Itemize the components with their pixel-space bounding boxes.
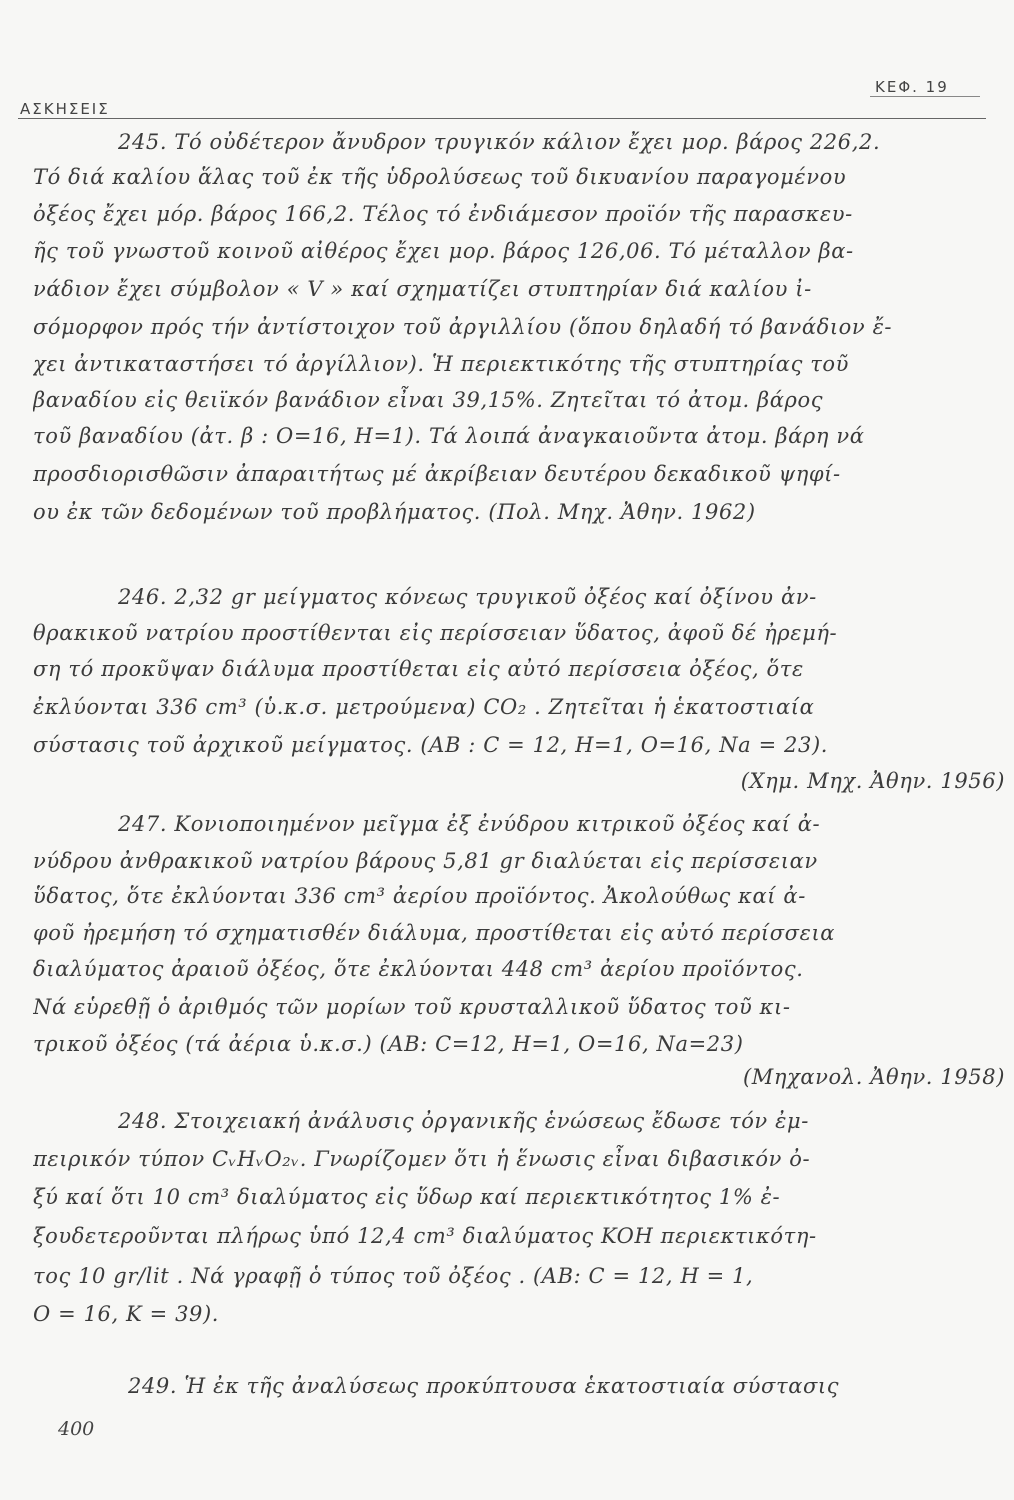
text-line: ἐκλύονται 336 cm³ (ὑ.κ.σ. μετρούμενα) CO₂ . Ζητεῖται ἡ ἑκατοστιαία bbox=[33, 695, 815, 719]
text-line: 246. 2,32 gr μείγματος κόνεως τρυγικοῦ ὀξέος καί ὀξίνου ἀν- bbox=[118, 585, 817, 609]
text-line: νύδρου ἀνθρακικοῦ νατρίου βάρους 5,81 gr διαλύεται εἰς περίσσειαν bbox=[33, 849, 818, 873]
text-line: 248. Στοιχειακή ἀνάλυσις ὀργανικῆς ἑνώσεως ἔδωσε τόν ἐμ- bbox=[118, 1109, 809, 1133]
text-line: τοῦ βαναδίου (ἀτ. β : O=16, H=1). Τά λοιπά ἀναγκαιοῦντα ἀτομ. βάρη νά bbox=[33, 424, 865, 448]
text-line: ξύ καί ὅτι 10 cm³ διαλύματος εἰς ὕδωρ καί περιεκτικότητος 1% ἐ- bbox=[33, 1185, 781, 1209]
text-line: νάδιον ἔχει σύμβολον « V » καί σχηματίζει στυπτηρίαν διά καλίου ἰ- bbox=[33, 277, 812, 301]
text-line: προσδιορισθῶσιν ἀπαραιτήτως μέ ἀκρίβειαν δευτέρου δεκαδικοῦ ψηφί- bbox=[33, 462, 841, 486]
text-line: 245. Τό οὐδέτερον ἄνυδρον τρυγικόν κάλιον ἔχει μορ. βάρος 226,2. bbox=[118, 130, 881, 154]
text-line: ὕδατος, ὅτε ἐκλύονται 336 cm³ ἀερίου προϊόντος. Ἀκολούθως καί ἀ- bbox=[33, 884, 806, 908]
chapter-underline bbox=[870, 96, 980, 97]
text-line: ὀξέος ἔχει μόρ. βάρος 166,2. Τέλος τό ἐνδιάμεσον προϊόν τῆς παρασκευ- bbox=[33, 202, 853, 226]
citation: (Μηχανολ. Ἀθην. 1958) bbox=[743, 1065, 1005, 1089]
text-line: Νά εὑρεθῇ ὁ ἀριθμός τῶν μορίων τοῦ κρυσταλλικοῦ ὕδατος τοῦ κι- bbox=[33, 995, 791, 1019]
text-line: θρακικοῦ νατρίου προστίθενται εἰς περίσσειαν ὕδατος, ἀφοῦ δέ ἠρεμή- bbox=[33, 621, 838, 645]
citation: (Χημ. Μηχ. Ἀθην. 1956) bbox=[740, 769, 1005, 793]
page-number: 400 bbox=[58, 1418, 95, 1440]
text-line: ῆς τοῦ γνωστοῦ κοινοῦ αἰθέρος ἔχει μορ. βάρος 126,06. Τό μέταλλον βα- bbox=[33, 239, 854, 263]
text-line: ξουδετεροῦνται πλήρως ὑπό 12,4 cm³ διαλύματος KOH περιεκτικότη- bbox=[33, 1224, 817, 1248]
text-line: 247. Κονιοποιημένον μεῖγμα ἐξ ἐνύδρου κιτρικοῦ ὀξέος καί ἀ- bbox=[118, 812, 821, 836]
text-line: τος 10 gr/lit . Νά γραφῇ ὁ τύπος τοῦ ὀξέος . (AB: C = 12, H = 1, bbox=[33, 1264, 754, 1288]
text-line: 249. Ἡ ἐκ τῆς ἀναλύσεως προκύπτουσα ἑκατοστιαία σύστασις bbox=[128, 1374, 840, 1398]
text-line: σύστασις τοῦ ἀρχικοῦ μείγματος. (AB : C = 12, H=1, O=16, Na = 23). bbox=[33, 733, 829, 757]
text-line: φοῦ ἠρεμήση τό σχηματισθέν διάλυμα, προστίθεται εἰς αὐτό περίσσεια bbox=[33, 921, 836, 945]
chapter-label: ΚΕΦ. 19 bbox=[875, 78, 949, 96]
header-rule bbox=[18, 118, 986, 119]
text-line: ου ἐκ τῶν δεδομένων τοῦ προβλήματος. (Πολ. Μηχ. Ἀθην. 1962) bbox=[33, 500, 756, 524]
text-line: Τό διά καλίου ἅλας τοῦ ἐκ τῆς ὑδρολύσεως τοῦ δικυανίου παραγομένου bbox=[33, 165, 847, 189]
text-line: τρικοῦ ὀξέος (τά ἀέρια ὑ.κ.σ.) (AB: C=12, H=1, O=16, Na=23) bbox=[33, 1032, 744, 1056]
text-line: βαναδίου εἰς θειϊκόν βανάδιον εἶναι 39,15%. Ζητεῖται τό ἀτομ. βάρος bbox=[33, 388, 824, 412]
text-line: O = 16, K = 39). bbox=[33, 1302, 220, 1326]
section-title: ΑΣΚΗΣΕΙΣ bbox=[20, 100, 110, 118]
text-line: χει ἀντικαταστήσει τό ἀργίλλιον). Ἡ περιεκτικότης τῆς στυπτηρίας τοῦ bbox=[33, 352, 850, 376]
text-line: διαλύματος ἀραιοῦ ὀξέος, ὅτε ἐκλύονται 448 cm³ ἀερίου προϊόντος. bbox=[33, 957, 804, 981]
text-line: ση τό προκῦψαν διάλυμα προστίθεται εἰς αὐτό περίσσεια ὀξέος, ὅτε bbox=[33, 657, 804, 681]
text-line: πειρικόν τύπον CᵥHᵥO₂ᵥ. Γνωρίζομεν ὅτι ἡ ἕνωσις εἶναι διβασικόν ὀ- bbox=[33, 1147, 811, 1171]
text-line: σόμορφον πρός τήν ἀντίστοιχον τοῦ ἀργιλλίου (ὅπου δηλαδή τό βανάδιον ἔ- bbox=[33, 315, 893, 339]
